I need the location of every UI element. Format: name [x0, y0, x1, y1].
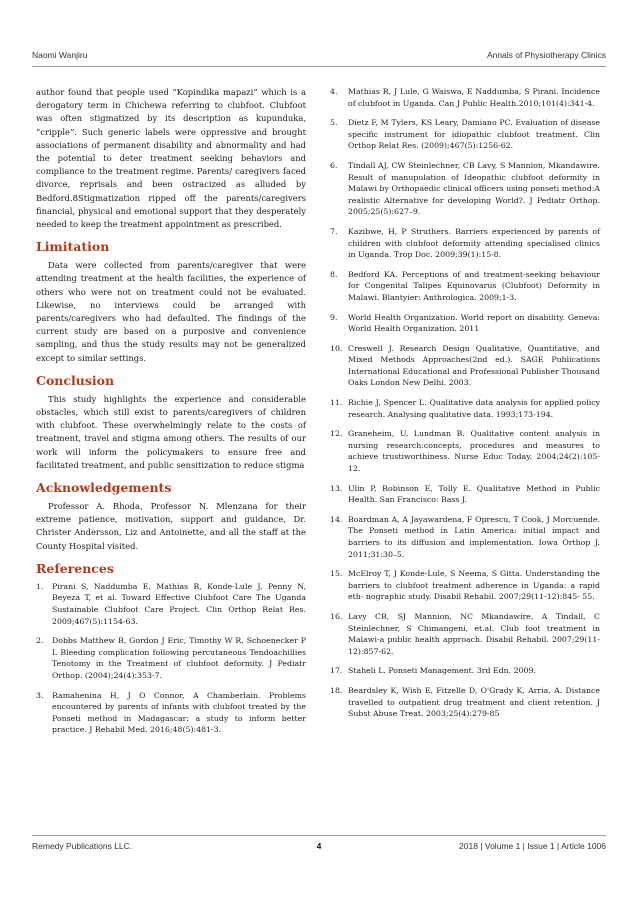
reference-number: 14.: [330, 514, 343, 524]
header-rule: [32, 66, 606, 67]
reference-item: [330, 685, 600, 720]
running-footer: [32, 841, 606, 857]
reference-text: Dobbs Matthew B, Gordon J Eric, Timothy W R, Schoenecker P L Bleeding complication following percutaneous Tendoachillies Tenotomy in the Treatment of clubfoot deformity. J Pediatr Orthop. (2004);24(4):353-7.: [52, 636, 306, 681]
reference-text: Bedford KA. Perceptions of and treatment-seeking behaviour for Congenital Talipes Equinovarus (Clubfoot) Deformity in Malawi. Blantyier: Anthrologica. 2009;1-3.: [348, 269, 600, 302]
limitation-heading: Limitation: [36, 239, 110, 255]
reference-text: Ramahenina H, J O Connor, A Chamberlain. Problems encountered by parents of infants with clubfoot treated by the Ponseti method in Madagascar: a study to inform better practice. J Rehabil Med. 2016;48(5):481-3.: [52, 690, 306, 735]
reference-item: [330, 117, 600, 152]
reference-item: [330, 483, 600, 506]
reference-item: [36, 581, 306, 627]
reference-number: 9.: [330, 312, 338, 322]
right-column: [330, 86, 600, 728]
reference-text: Boardman A, A Jayawardena, F Oprescu, T Cook, J Morcuende. The Ponseti method in Latin America: initial impact and barriers to its diffusion and implementation. Iowa Orthop J. 2011;31:30–5.: [348, 514, 600, 559]
reference-number: 6.: [330, 160, 338, 170]
reference-number: 16.: [330, 611, 343, 621]
reference-item: [330, 428, 600, 474]
footer-citation: 2018 | Volume 1 | Issue 1 | Article 1006: [459, 841, 606, 851]
reference-number: 5.: [330, 118, 338, 128]
reference-number: 7.: [330, 226, 338, 236]
reference-number: 13.: [330, 483, 343, 493]
reference-item: [330, 514, 600, 560]
reference-text: Kazibwe, H, P Struthers. Barriers experienced by parents of children with clubfoot deformity attending specialised clinics in Uganda. Trop Doc. 2009;39(1):15-8.: [348, 226, 600, 260]
reference-text: Creswell J. Research Design Qualitative, Quantitative, and Mixed Methods Approaches(2nd ed.). SAGE Publications International Educational and Professional Publisher Thousand Oaks London New Delhi. 2003.: [348, 343, 600, 388]
reference-item: [36, 635, 306, 681]
reference-number: 17.: [330, 666, 343, 676]
reference-number: 2.: [36, 636, 44, 646]
conclusion-text: This study highlights the experience and considerable obstacles, which still exist to parents/caregivers of children with clubfoot. These overwhelmingly relate to the costs of treatment, travel and stigma among others. The results of our work will inform the policymakers to ensure free and facilitated treatment, and public sensitization to reduce stigma: [36, 393, 306, 470]
acknowledgements-heading: Acknowledgements: [36, 480, 172, 496]
reference-list-left: [36, 581, 306, 736]
reference-text: Dietz F, M Tylers, KS Leary, Damiano PC. Evaluation of disease specific instrument for idiopathic clubfoot treatment. Clin Orthop Relat Res. (2009);467(5):1256-62.: [348, 118, 600, 151]
reference-list-right: [330, 86, 600, 720]
reference-item: [330, 86, 600, 109]
page-number: 4: [316, 841, 322, 851]
reference-item: [330, 269, 600, 304]
left-column: [36, 86, 306, 744]
header-author: Naomi Wanjiru: [32, 50, 88, 60]
reference-text: Richie J, Spencer L. Qualitative data analysis for applied policy research. Analysing qualitative data. 1993;173-194.: [348, 398, 600, 419]
references-heading: References: [36, 560, 114, 576]
reference-text: World Health Organization. World report on disability. Geneva: World Health Organization. 2011: [348, 312, 600, 334]
acknowledgements-text: Professor A. Rhoda, Professor N. Mlenzana for their extreme patience, motivation, support and guidance, Dr. Christer Andersson, Liz and Antoinette, and all the staff at the County Hospital visited.: [36, 501, 306, 551]
reference-text: Lavy CB, SJ Mannion, NC Mkandawire, A Tindall, C Steinlechner, S Chimangeni, et.al. Club foot treatment in Malawi-a public health approach. Disabil Rehabil. 2007;29(11-12):857-62.: [348, 611, 600, 656]
reference-text: Beardsley K, Wish E, Fitzelle D, O'Grady K, Arria, A. Distance travelled to outpatient drug treatment and client retention. J Subst Abuse Treat. 2003;25(4):279-85: [348, 685, 600, 719]
reference-item: [330, 226, 600, 261]
running-header: [32, 48, 606, 66]
header-journal: Annals of Physiotherapy Clinics: [486, 50, 606, 60]
reference-text: Mathias R, J Lule, G Waiswa, E Naddumba, S Pirani. Incidence of clubfoot in Uganda. Can J Public Health.2010;101(4):341-4.: [348, 87, 600, 108]
reference-text: Staheli L. Ponseti Management. 3rd Edn. 2009.: [348, 666, 536, 676]
reference-item: [36, 690, 306, 736]
reference-number: 15.: [330, 569, 343, 579]
limitation-text: Data were collected from parents/caregiver that were attending treatment at the health facilities, the experience of others who were not on treatment could not be evaluated. Likewise, no interviews could be arranged with parents/caregivers who had defaulted. The findings of the current study are based on a purposive and convenience sampling, and thus the study results may not be generalized except to similar settings.: [36, 260, 306, 363]
footer-rule: [32, 835, 606, 836]
reference-text: McElroy T, J Konde-Lule, S Neema, S Gitta. Understanding the barriers to clubfoot treatment adherence in Uganda: a rapid eth- nographic study. Disabil Rehabil. 2007;29(11-12):845- 55.: [348, 569, 600, 602]
reference-number: 4.: [330, 87, 338, 96]
footer-publisher: Remedy Publications LLC.: [32, 841, 133, 851]
reference-number: 1.: [36, 581, 44, 591]
reference-number: 3.: [36, 690, 44, 700]
reference-number: 10.: [330, 343, 343, 353]
reference-item: [330, 611, 600, 657]
reference-item: [330, 160, 600, 218]
reference-number: 18.: [330, 685, 343, 695]
reference-item: [330, 665, 600, 677]
reference-text: Pirani S, Naddumba E, Mathias R, Konde-Lule J, Penny N, Beyeza T, et al. Toward Effective Clubfoot Care The Uganda Sustainable Clubfoot Care Project. Clin Orthop Relat Res. 2009;467(5):1154-63.: [52, 581, 306, 626]
reference-number: 8.: [330, 269, 338, 279]
intro-paragraph: author found that people used “Kopindika mapazi” which is a derogatory term in Chichewa referring to clubfoot. Clubfoot was often stigmatized by its description as kupunduka, “cripple”. Such generic labels were oppressive and brought associations of permanent disability and abnormality and had the potential to deter treatment seeking behaviors and compliance to the treatment regime. Parents/ caregivers faced divorce, reprisals and been ostracized as alluded by Bedford.8Stigmatization ripped off the parents/caregivers financial, physical and emotional support that they desperately needed to keep the treatment appointment as prescribed.: [36, 87, 306, 230]
reference-text: Ulin P, Robinson E, Tolly E. Qualitative Method in Public Health. San Francisco: Bass J.: [348, 483, 600, 505]
reference-item: [330, 568, 600, 603]
reference-number: 12.: [330, 429, 343, 439]
reference-text: Graneheim, U, Lundman B. Qualitative content analysis in nursing research:concepts, procedures and measures to achieve trustiworthiness. Nurse Educ Today. 2004;24(2):105-12.: [348, 429, 600, 474]
reference-number: 11.: [330, 398, 343, 408]
reference-item: [330, 343, 600, 389]
reference-item: [330, 312, 600, 335]
reference-item: [330, 397, 600, 420]
reference-text: Tindall AJ, CW Steinlechner, CB Lavy, S Mannion, Mkandawire. Result of manupulation of Ideopathic clubfoot deformity in Malawi by Orthopaedic clinical officers using ponseti method:A realistic Alternative for developing World?. J Pediatr Orthop. 2005;25(5):627–9.: [348, 160, 600, 217]
conclusion-heading: Conclusion: [36, 372, 115, 388]
